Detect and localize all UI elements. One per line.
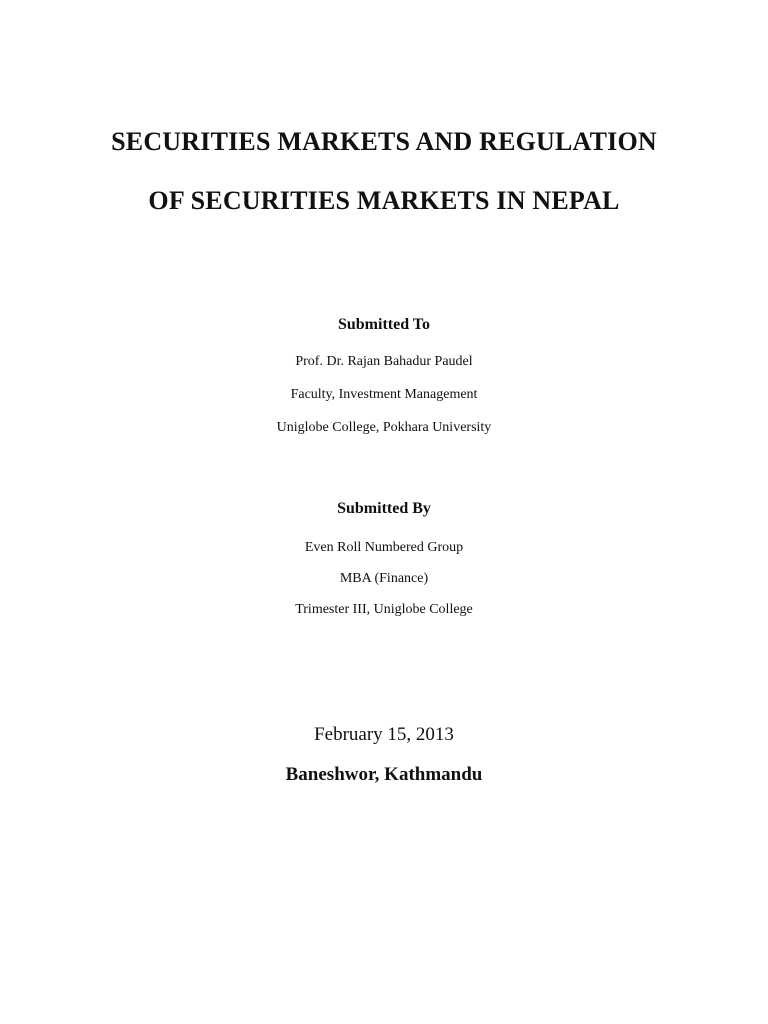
- submitted-to-line-3: Uniglobe College, Pokhara University: [276, 420, 492, 435]
- title-line-2: OF SECURITIES MARKETS IN NEPAL: [148, 186, 620, 215]
- submitted-by-heading: Submitted By: [337, 500, 431, 517]
- submitted-to-heading: Submitted To: [337, 316, 431, 333]
- submission-date: February 15, 2013: [314, 724, 454, 745]
- title-line-1: SECURITIES MARKETS AND REGULATION: [111, 127, 657, 156]
- submitted-by-line-3: Trimester III, Uniglobe College: [295, 602, 473, 617]
- submitted-by-line-2: MBA (Finance): [339, 571, 429, 586]
- submission-place: Baneshwor, Kathmandu: [285, 764, 483, 785]
- submitted-by-line-1: Even Roll Numbered Group: [304, 540, 464, 555]
- submitted-to-line-1: Prof. Dr. Rajan Bahadur Paudel: [295, 354, 473, 369]
- submitted-to-line-2: Faculty, Investment Management: [290, 387, 478, 402]
